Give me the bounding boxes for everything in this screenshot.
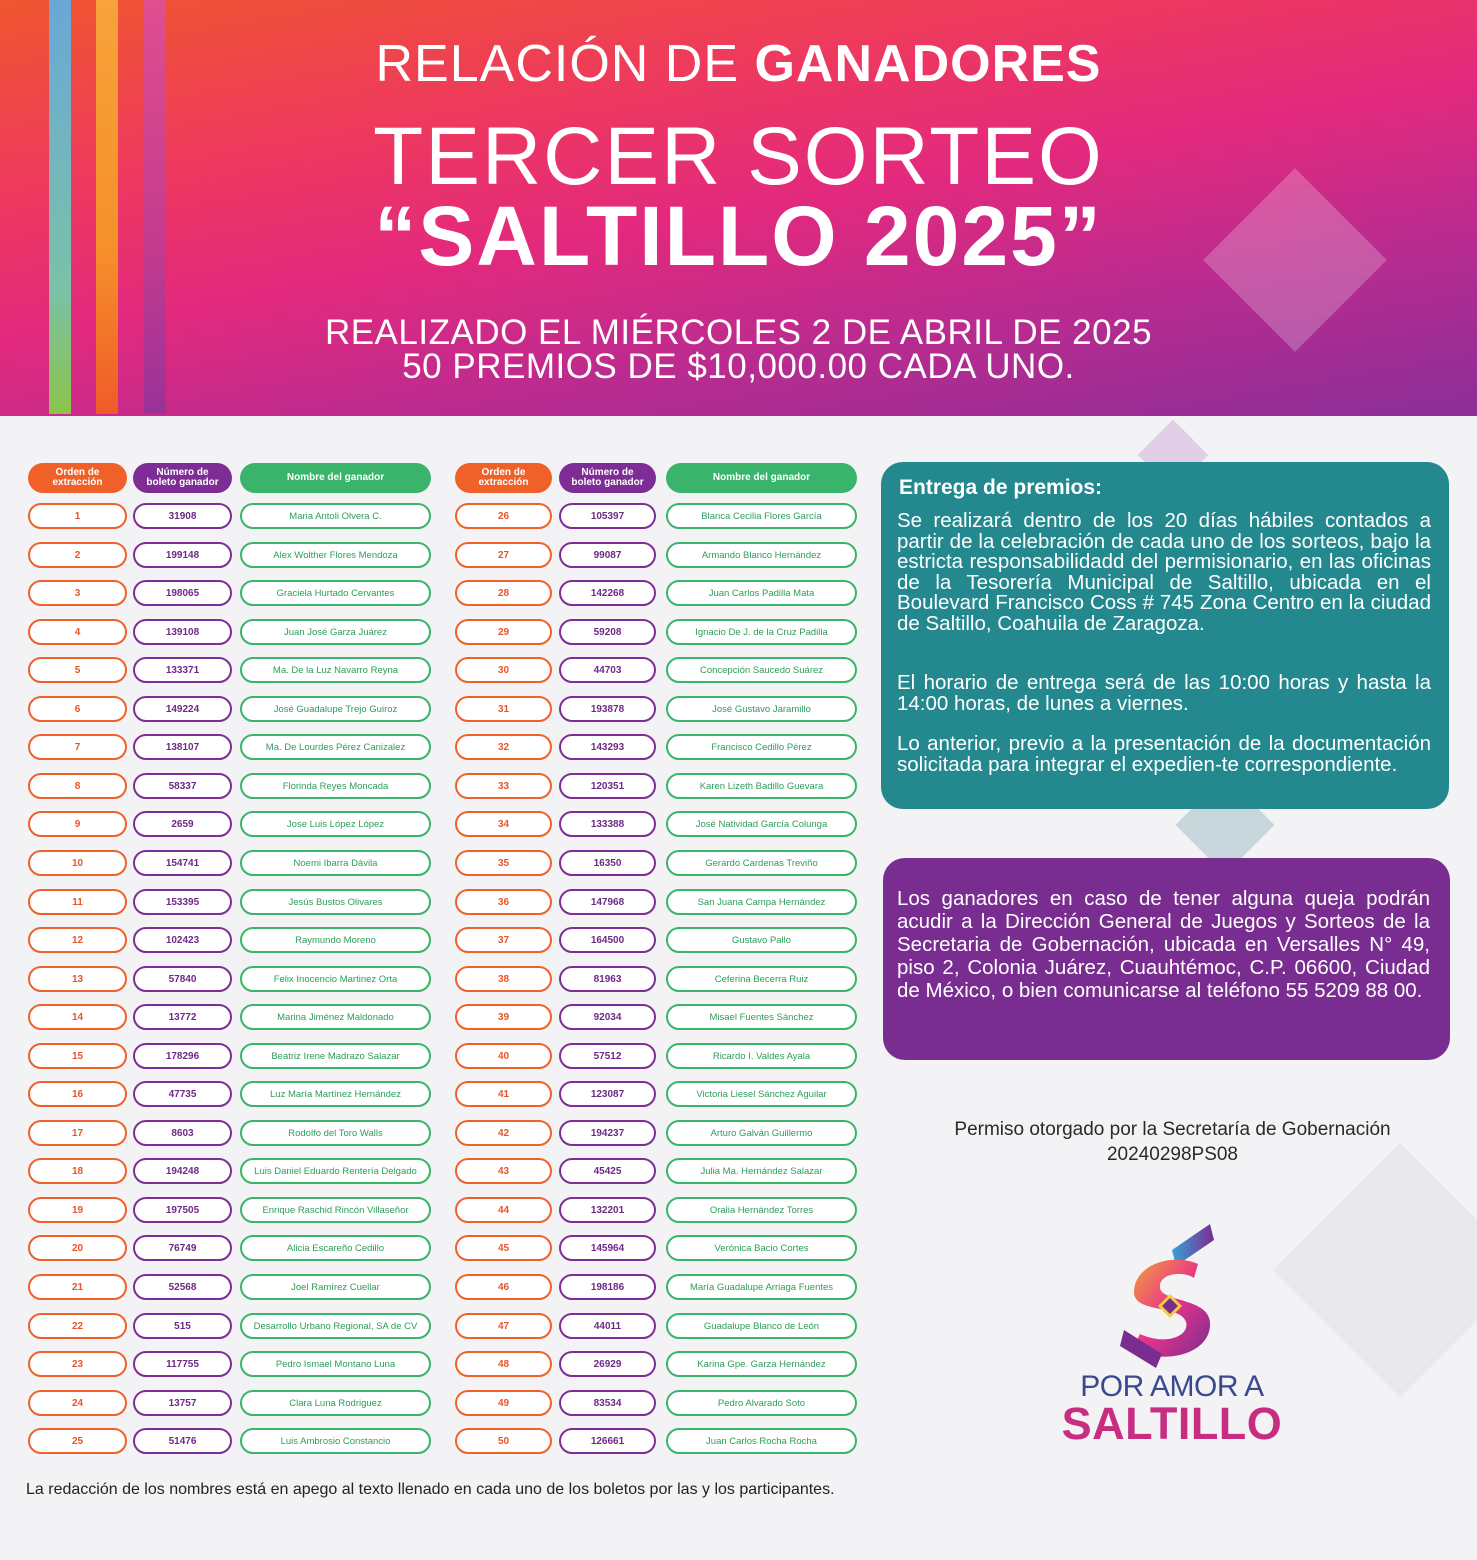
ganador-cell: Karina Gpe. Garza Hernández: [666, 1351, 857, 1377]
orden-cell: 28: [455, 580, 552, 606]
orden-cell: 9: [28, 811, 127, 837]
ganador-cell: Beatriz Irene Madrazo Salazar: [240, 1043, 431, 1069]
boleto-cell: 138107: [133, 734, 232, 760]
boleto-cell: 132201: [559, 1197, 656, 1223]
boleto-cell: 44703: [559, 657, 656, 683]
ganador-cell: Concepción Saucedo Suárez: [666, 657, 857, 683]
orden-cell: 24: [28, 1390, 127, 1416]
ganador-cell: Ricardo I. Valdes Ayala: [666, 1043, 857, 1069]
ganador-cell: Verónica Bacio Cortes: [666, 1235, 857, 1261]
ganador-cell: Graciela Hurtado Cervantes: [240, 580, 431, 606]
col-header-numero: Número de boleto ganador: [133, 463, 232, 493]
boleto-cell: 198186: [559, 1274, 656, 1300]
boleto-cell: 26929: [559, 1351, 656, 1377]
header-banner: [0, 0, 1477, 416]
boleto-cell: 123087: [559, 1081, 656, 1107]
orden-cell: 49: [455, 1390, 552, 1416]
ganador-cell: Marina Jiménez Maldonado: [240, 1004, 431, 1030]
orden-cell: 27: [455, 542, 552, 568]
orden-cell: 36: [455, 889, 552, 915]
ganador-cell: Oralia Hernández Torres: [666, 1197, 857, 1223]
ganador-cell: José Gustavo Jaramillo: [666, 696, 857, 722]
saltillo-logo-icon: [1110, 1222, 1230, 1372]
footnote: La redacción de los nombres está en apego al texto llenado en cada uno de los boletos por las y los participantes.: [26, 1481, 835, 1498]
boleto-cell: 133388: [559, 811, 656, 837]
ganador-cell: Misael Fuentes Sánchez: [666, 1004, 857, 1030]
boleto-cell: 143293: [559, 734, 656, 760]
orden-cell: 33: [455, 773, 552, 799]
boleto-cell: 194237: [559, 1120, 656, 1146]
orden-cell: 21: [28, 1274, 127, 1300]
orden-cell: 37: [455, 927, 552, 953]
ganador-cell: Joel Ramírez Cuellar: [240, 1274, 431, 1300]
ganador-cell: Pedro Ismael Montano Luna: [240, 1351, 431, 1377]
boleto-cell: 197505: [133, 1197, 232, 1223]
ganador-cell: Florinda Reyes Moncada: [240, 773, 431, 799]
ganador-cell: Raymundo Moreno: [240, 927, 431, 953]
orden-cell: 41: [455, 1081, 552, 1107]
orden-cell: 8: [28, 773, 127, 799]
logo-text-bottom: SALTILLO: [1061, 1398, 1283, 1449]
header-line1: RELACIÓN DE GANADORES: [375, 35, 1102, 93]
orden-cell: 47: [455, 1313, 552, 1339]
ganador-cell: Blanca Cecilia Flores García: [666, 503, 857, 529]
boleto-cell: 81963: [559, 966, 656, 992]
boleto-cell: 147968: [559, 889, 656, 915]
orden-cell: 32: [455, 734, 552, 760]
ganador-cell: Arturo Galván Guillermo: [666, 1120, 857, 1146]
ganador-cell: Rodolfo del Toro Walls: [240, 1120, 431, 1146]
orden-cell: 7: [28, 734, 127, 760]
orden-cell: 13: [28, 966, 127, 992]
orden-cell: 42: [455, 1120, 552, 1146]
boleto-cell: 16350: [559, 850, 656, 876]
col-header-nombre: Nombre del ganador: [666, 463, 857, 493]
orden-cell: 31: [455, 696, 552, 722]
orden-cell: 38: [455, 966, 552, 992]
boleto-cell: 199148: [133, 542, 232, 568]
boleto-cell: 164500: [559, 927, 656, 953]
boleto-cell: 52568: [133, 1274, 232, 1300]
boleto-cell: 154741: [133, 850, 232, 876]
orden-cell: 18: [28, 1158, 127, 1184]
boleto-cell: 58337: [133, 773, 232, 799]
boleto-cell: 45425: [559, 1158, 656, 1184]
boleto-cell: 83534: [559, 1390, 656, 1416]
orden-cell: 40: [455, 1043, 552, 1069]
ganador-cell: Juan José Garza Juárez: [240, 619, 431, 645]
boleto-cell: 198065: [133, 580, 232, 606]
delivery-info-box: [881, 462, 1449, 809]
boleto-cell: 139108: [133, 619, 232, 645]
boleto-cell: 194248: [133, 1158, 232, 1184]
orden-cell: 14: [28, 1004, 127, 1030]
ganador-cell: Ceferina Becerra Ruiz: [666, 966, 857, 992]
orden-cell: 16: [28, 1081, 127, 1107]
ganador-cell: Ma. De Lourdes Pérez Canizalez: [240, 734, 431, 760]
boleto-cell: 178296: [133, 1043, 232, 1069]
ganador-cell: Enrique Raschid Rincón Villaseñor: [240, 1197, 431, 1223]
orden-cell: 43: [455, 1158, 552, 1184]
boleto-cell: 117755: [133, 1351, 232, 1377]
orden-cell: 12: [28, 927, 127, 953]
delivery-paragraph-2: El horario de entrega será de las 10:00 horas y hasta la 14:00 horas, de lunes a viernes.: [897, 671, 1431, 715]
orden-cell: 2: [28, 542, 127, 568]
orden-cell: 44: [455, 1197, 552, 1223]
col-header-orden: Orden de extracción: [455, 463, 552, 493]
orden-cell: 3: [28, 580, 127, 606]
ganador-cell: Pedro Alvarado Soto: [666, 1390, 857, 1416]
ganador-cell: Noemi Ibarra Dávila: [240, 850, 431, 876]
ganador-cell: Gerardo Cardenas Treviño: [666, 850, 857, 876]
boleto-cell: 47735: [133, 1081, 232, 1107]
orden-cell: 4: [28, 619, 127, 645]
boleto-cell: 515: [133, 1313, 232, 1339]
ganador-cell: Ignacio De J. de la Cruz Padilla: [666, 619, 857, 645]
orden-cell: 15: [28, 1043, 127, 1069]
background-diamond: [1273, 1143, 1477, 1398]
boleto-cell: 57512: [559, 1043, 656, 1069]
boleto-cell: 193878: [559, 696, 656, 722]
boleto-cell: 102423: [133, 927, 232, 953]
ganador-cell: Luis Ambrosio Constancio: [240, 1428, 431, 1454]
ganador-cell: Jesús Bustos Olivares: [240, 889, 431, 915]
col-header-nombre: Nombre del ganador: [240, 463, 431, 493]
boleto-cell: 99087: [559, 542, 656, 568]
ganador-cell: San Juana Campa Hernández: [666, 889, 857, 915]
orden-cell: 1: [28, 503, 127, 529]
orden-cell: 45: [455, 1235, 552, 1261]
ganador-cell: José Guadalupe Trejo Guiroz: [240, 696, 431, 722]
orden-cell: 30: [455, 657, 552, 683]
orden-cell: 29: [455, 619, 552, 645]
boleto-cell: 8603: [133, 1120, 232, 1146]
ganador-cell: Luz María Martínez Hernández: [240, 1081, 431, 1107]
orden-cell: 5: [28, 657, 127, 683]
header-prizes: 50 PREMIOS DE $10,000.00 CADA UNO.: [402, 347, 1075, 386]
header-title: TERCER SORTEO: [373, 111, 1104, 202]
boleto-cell: 145964: [559, 1235, 656, 1261]
delivery-paragraph-1: Se realizará dentro de los 20 días hábiles contados a partir de la celebración de cada uno de los sorteos, bajo la estricta responsabilidadd del permisionario, en las oficinas de la Tesorería Municipal de Saltillo, ubicada en el Boulevard Francisco Coss # 745 Zona Centro en la ciudad de Saltillo, Coahuila de Zaragoza.: [897, 509, 1431, 635]
orden-cell: 19: [28, 1197, 127, 1223]
orden-cell: 39: [455, 1004, 552, 1030]
ganador-cell: Armando Blanco Hernández: [666, 542, 857, 568]
ganador-cell: Ma. De la Luz Navarro Reyna: [240, 657, 431, 683]
boleto-cell: 142268: [559, 580, 656, 606]
orden-cell: 10: [28, 850, 127, 876]
ganador-cell: Juan Carlos Padilla Mata: [666, 580, 857, 606]
ganador-cell: Guadalupe Blanco de León: [666, 1313, 857, 1339]
boleto-cell: 31908: [133, 503, 232, 529]
ganador-cell: Alicia Escareño Cedillo: [240, 1235, 431, 1261]
orden-cell: 46: [455, 1274, 552, 1300]
permit-number: 20240298PS08: [1106, 1144, 1238, 1165]
boleto-cell: 59208: [559, 619, 656, 645]
orden-cell: 26: [455, 503, 552, 529]
complaints-info-box: [883, 858, 1450, 1060]
boleto-cell: 120351: [559, 773, 656, 799]
delivery-paragraph-3: Lo anterior, previo a la presentación de la documentación solicitada para integrar el expedien-te correspondiente.: [897, 732, 1431, 776]
ganador-cell: Jose Luis López López: [240, 811, 431, 837]
boleto-cell: 13757: [133, 1390, 232, 1416]
boleto-cell: 105397: [559, 503, 656, 529]
logo-text-top: POR AMOR A: [1080, 1370, 1264, 1403]
orden-cell: 48: [455, 1351, 552, 1377]
boleto-cell: 76749: [133, 1235, 232, 1261]
header-subtitle: “SALTILLO 2025”: [374, 189, 1103, 283]
orden-cell: 6: [28, 696, 127, 722]
orden-cell: 11: [28, 889, 127, 915]
ganador-cell: Francisco Cedillo Pérez: [666, 734, 857, 760]
boleto-cell: 57840: [133, 966, 232, 992]
ganador-cell: Luis Daniel Eduardo Rentería Delgado: [240, 1158, 431, 1184]
orden-cell: 25: [28, 1428, 127, 1454]
delivery-title: Entrega de premios:: [899, 476, 1103, 499]
saltillo-logo: [1110, 1222, 1230, 1372]
complaints-text: Los ganadores en caso de tener alguna queja podrán acudir a la Dirección General de Juegos y Sorteos de la Secretaria de Gobernación, ubicada en Versalles N° 49, piso 2, Colonia Juárez, Cuauhtémoc, C.P. 06600, Ciudad de México, o bien comunicarse al teléfono 55 5209 88 00.: [897, 887, 1430, 1002]
boleto-cell: 126661: [559, 1428, 656, 1454]
permit-line1: Permiso otorgado por la Secretaría de Gobernación: [954, 1119, 1391, 1140]
boleto-cell: 133371: [133, 657, 232, 683]
boleto-cell: 51476: [133, 1428, 232, 1454]
ganador-cell: Maria Antoli Olvera C.: [240, 503, 431, 529]
col-header-numero: Número de boleto ganador: [559, 463, 656, 493]
ganador-cell: María Guadalupe Arriaga Fuentes: [666, 1274, 857, 1300]
orden-cell: 20: [28, 1235, 127, 1261]
ganador-cell: Felix Inocencio Martinez Orta: [240, 966, 431, 992]
boleto-cell: 44011: [559, 1313, 656, 1339]
ganador-cell: Clara Luna Rodriguez: [240, 1390, 431, 1416]
ganador-cell: Alex Wolther Flores Mendoza: [240, 542, 431, 568]
ganador-cell: Desarrollo Urbano Regional, SA de CV: [240, 1313, 431, 1339]
header-date: REALIZADO EL MIÉRCOLES 2 DE ABRIL DE 2025: [324, 313, 1153, 352]
orden-cell: 35: [455, 850, 552, 876]
ganador-cell: Juan Carlos Rocha Rocha: [666, 1428, 857, 1454]
ganador-cell: Karen Lizeth Badillo Guevara: [666, 773, 857, 799]
boleto-cell: 13772: [133, 1004, 232, 1030]
boleto-cell: 92034: [559, 1004, 656, 1030]
boleto-cell: 149224: [133, 696, 232, 722]
ganador-cell: Gustavo Pallo: [666, 927, 857, 953]
ganador-cell: Victoria Liesel Sánchez Aguilar: [666, 1081, 857, 1107]
orden-cell: 23: [28, 1351, 127, 1377]
boleto-cell: 2659: [133, 811, 232, 837]
orden-cell: 17: [28, 1120, 127, 1146]
boleto-cell: 153395: [133, 889, 232, 915]
orden-cell: 22: [28, 1313, 127, 1339]
ganador-cell: José Natividad García Colunga: [666, 811, 857, 837]
col-header-orden: Orden de extracción: [28, 463, 127, 493]
orden-cell: 34: [455, 811, 552, 837]
ganador-cell: Julia Ma. Hernández Salazar: [666, 1158, 857, 1184]
orden-cell: 50: [455, 1428, 552, 1454]
